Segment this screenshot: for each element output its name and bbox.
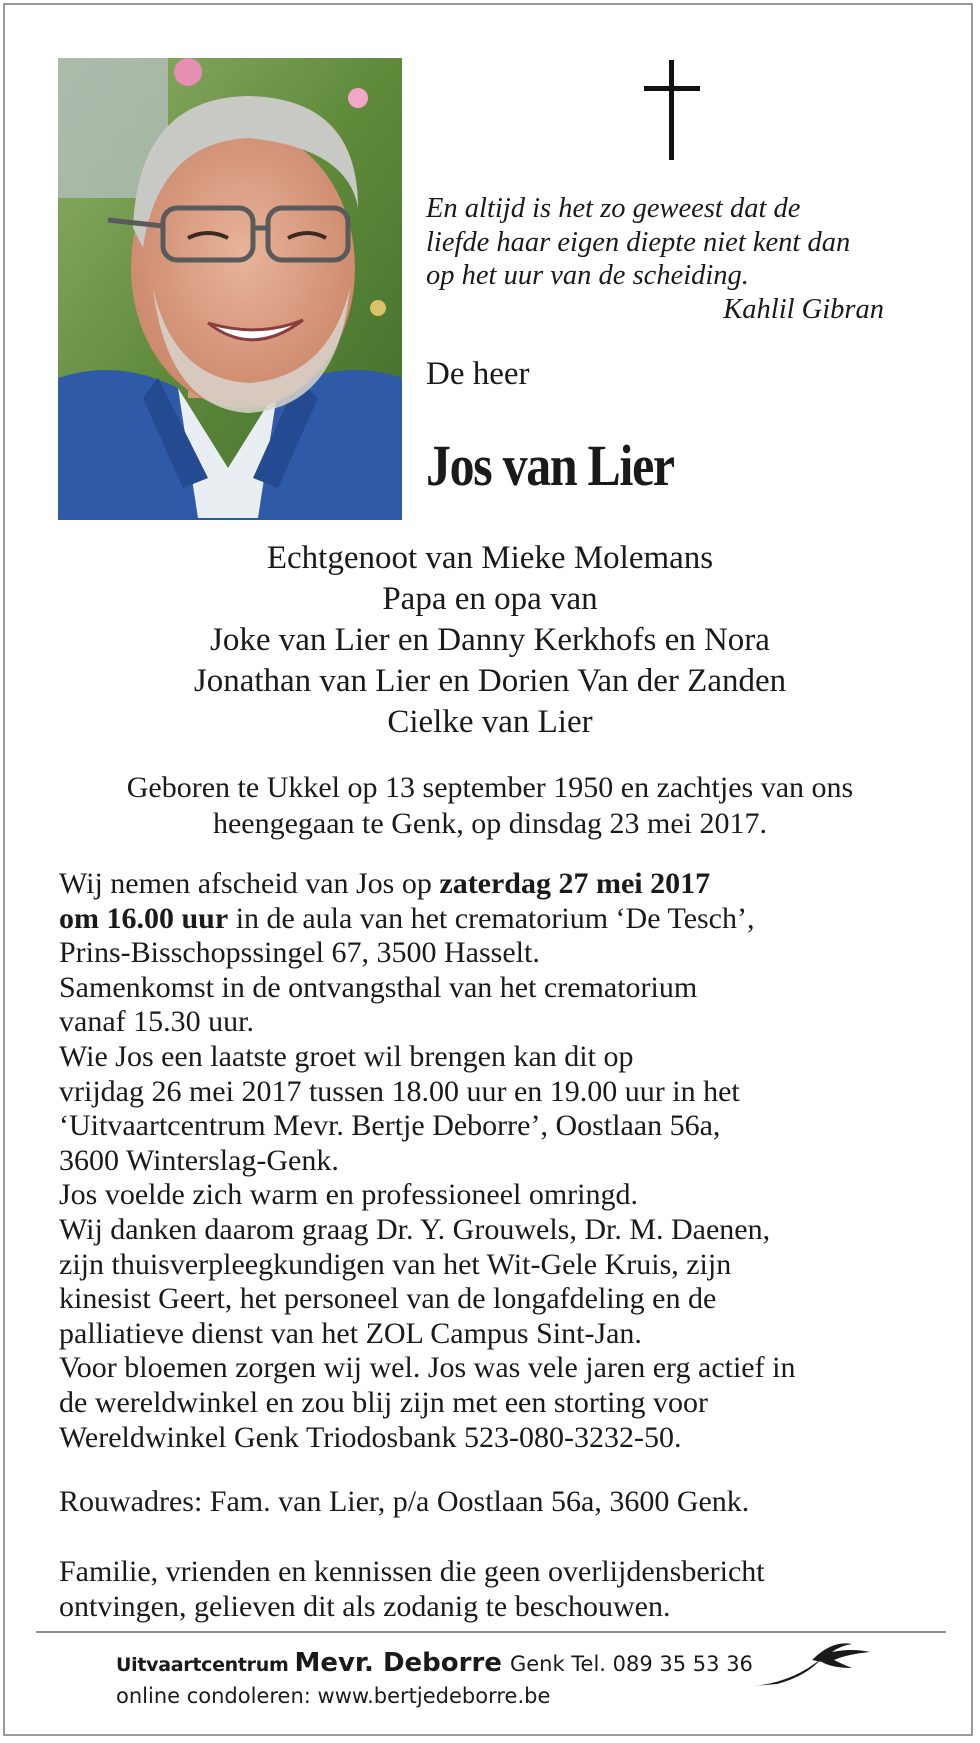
ceremony-line: 3600 Winterslag-Genk. xyxy=(59,1143,339,1177)
ceremony-line: ‘Uitvaartcentrum Mevr. Bertje Deborre’, Oostlaan 56a, xyxy=(59,1109,721,1143)
family-line: Papa en opa van xyxy=(382,581,598,617)
quote-line: En altijd is het zo geweest dat de xyxy=(426,193,801,224)
deceased-name: Jos van Lier xyxy=(426,433,674,498)
ceremony-line: Jos voelde zich warm en professioneel omringd. xyxy=(59,1178,639,1212)
birth-line: heengegaan te Genk, op dinsdag 23 mei 2017. xyxy=(212,807,768,840)
portrait-illustration xyxy=(58,58,402,520)
ceremony-details xyxy=(59,867,959,1455)
family-line: Joke van Lier en Danny Kerkhofs en Nora xyxy=(210,622,770,658)
closing-note xyxy=(59,1554,765,1624)
closing-line: ontvingen, gelieven dit als zodanig te beschouwen. xyxy=(59,1590,671,1623)
mourning-address: Rouwadres: Fam. van Lier, p/a Oostlaan 56a, 3600 Genk. xyxy=(59,1485,750,1518)
birth-line: Geboren te Ukkel op 13 september 1950 en zachtjes van ons xyxy=(126,771,854,804)
ceremony-time: om 16.00 uur xyxy=(59,901,229,935)
ceremony-text: in de aula van het crematorium ‘De Tesch’, xyxy=(228,901,755,935)
ceremony-line: Prins-Bisschopssingel 67, 3500 Hasselt. xyxy=(59,936,540,970)
ceremony-line: kinesist Geert, het personeel van de longafdeling en de xyxy=(59,1282,717,1316)
bird-logo-icon xyxy=(752,1638,872,1688)
family-line: Jonathan van Lier en Dorien Van der Zanden xyxy=(193,663,787,699)
funeral-home-contact: Genk Tel. 089 35 53 36 xyxy=(509,1652,753,1676)
quote-line: liefde haar eigen diepte niet kent dan xyxy=(426,226,851,258)
ceremony-line: zijn thuisverpleegkundigen van het Wit-Gele Kruis, zijn xyxy=(59,1247,732,1281)
ceremony-line: vanaf 15.30 uur. xyxy=(59,1005,254,1039)
ceremony-line: vrijdag 26 mei 2017 tussen 18.00 uur en 19.00 uur in het xyxy=(59,1074,740,1108)
ceremony-line: Voor bloemen zorgen wij wel. Jos was vele jaren erg actief in xyxy=(59,1351,796,1385)
portrait-photo xyxy=(58,58,402,520)
closing-line: Familie, vrienden en kennissen die geen overlijdensbericht xyxy=(59,1555,765,1588)
ceremony-line: Wij danken daarom graag Dr. Y. Grouwels, Dr. M. Daenen, xyxy=(59,1212,771,1246)
poem-quote xyxy=(426,192,896,326)
family-line: Cielke van Lier xyxy=(387,704,593,740)
family-block xyxy=(0,538,980,743)
quote-line: op het uur van de scheiding. xyxy=(426,260,749,291)
family-line: Echtgenoot van Mieke Molemans xyxy=(266,540,714,576)
ceremony-line: de wereldwinkel en zou blij zijn met een storting voor xyxy=(59,1385,708,1419)
funeral-home-info xyxy=(116,1648,753,1678)
ceremony-text: Wij nemen afscheid van Jos op xyxy=(59,867,440,900)
ceremony-date: zaterdag 27 mei 2017 xyxy=(439,867,711,900)
cross-icon xyxy=(644,60,700,160)
quote-author: Kahlil Gibran xyxy=(723,293,884,325)
ceremony-line: Wie Jos een laatste groet wil brengen kan dit op xyxy=(59,1039,634,1073)
ceremony-line xyxy=(59,867,959,902)
funeral-home-brand: Mevr. Deborre xyxy=(294,1648,502,1678)
honorific: De heer xyxy=(426,356,530,392)
ceremony-line: Samenkomst in de ontvangsthal van het crematorium xyxy=(59,970,698,1004)
ceremony-line: Wereldwinkel Genk Triodosbank 523-080-3232-50. xyxy=(59,1420,682,1454)
funeral-home-prefix: Uitvaartcentrum xyxy=(116,1654,289,1676)
condolence-website[interactable]: online condoleren: www.bertjedeborre.be xyxy=(116,1684,551,1708)
footer-divider xyxy=(36,1631,946,1633)
ceremony-line: palliatieve dienst van het ZOL Campus Sint-Jan. xyxy=(59,1316,642,1350)
ceremony-line xyxy=(59,902,959,937)
birth-death-info xyxy=(0,770,980,842)
